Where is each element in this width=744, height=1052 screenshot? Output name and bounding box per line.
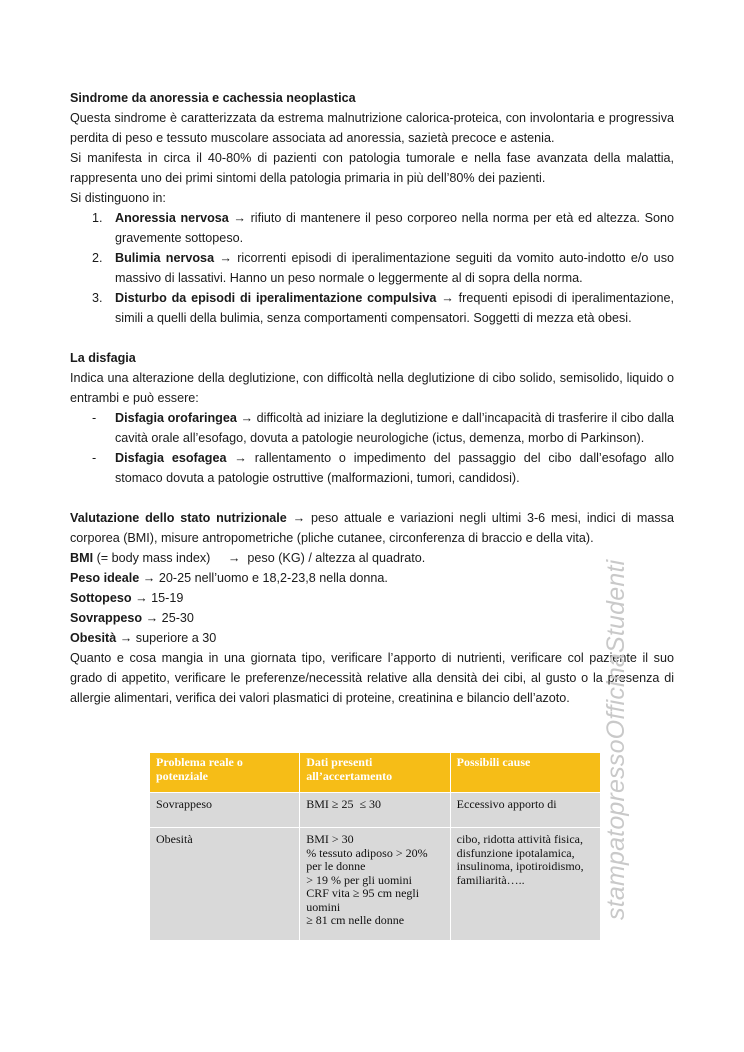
list-item [70,208,674,248]
table-header-row [150,753,601,793]
list-number: 1. [92,211,103,225]
line-obesita [70,628,674,648]
list-term: Bulimia nervosa [115,251,215,265]
list-term: Anoressia nervosa [115,211,229,225]
list-item [70,408,674,448]
watermark: stampatopressoOfficinaStudenti [602,559,630,920]
term: Sottopeso [70,591,132,605]
text: → 20-25 nell’uomo e 18,2-23,8 nella donna. [139,571,388,585]
table-cell: cibo, ridotta attività fisica, disfunzione ipotalamica, insulinoma, ipotiroidismo, familiarità….. [450,828,600,941]
text: → 15-19 [131,591,184,605]
table-cell: Sovrappeso [150,793,300,828]
table-header: Dati presenti all’accertamento [300,753,450,793]
paragraph: Si distinguono in: [70,191,166,205]
paragraph: Si manifesta in circa il 40-80% di pazienti con patologia tumorale e nella fase avanzata della malattia, rappresenta uno dei primi sintomi della patologia primaria in più dell’80% dei pazienti. [70,151,674,185]
section-title-anoressia: Sindrome da anoressia e cachessia neoplastica [70,91,356,105]
text: → 25-30 [142,611,194,625]
paragraph: Quanto e cosa mangia in una giornata tipo, verificare l’apporto di nutrienti, verificare col paziente il suo grado di appetito, verificare le preferenze/necessità relative alla densità dei cibi, al gusto o la presenza di allergie alimentari, verifica dei valori plasmatici di proteine, creatinina e bilancio dell’azoto. [70,651,674,705]
list-item [70,288,674,328]
table-cell: BMI ≥ 25 ≤ 30 [300,793,450,828]
line-bmi [70,548,674,568]
term: BMI [70,551,94,565]
text: → peso attuale e variazioni negli ultimi 3-6 mesi, indici di massa corporea (BMI), misure antropometriche (pliche cutanee, circonferenza di braccio e della vita). [70,511,674,545]
term: Valutazione dello stato nutrizionale [70,511,287,525]
text: (= body mass index) → peso (KG) / altezza al quadrato. [93,551,426,565]
dash-list [70,408,674,488]
table-cell: Eccessivo apporto di [450,793,600,828]
line-peso-ideale [70,568,674,588]
term: Obesità [70,631,117,645]
list-dash: - [92,451,97,465]
text: → superiore a 30 [116,631,217,645]
list-text: → frequenti episodi di iperalimentazione, simili a quelli della bulimia, senza comportamenti compensatori. Soggetti di mezza età obesi. [115,291,674,325]
spacer [70,328,674,348]
section-title-disfagia: La disfagia [70,351,136,365]
paragraph: Questa sindrome è caratterizzata da estrema malnutrizione calorica-proteica, con involontaria e progressiva perdita di peso e tessuto muscolare associata ad anoressia, sazietà precoce e astenia. [70,111,674,145]
table-header: Possibili cause [450,753,600,793]
spacer [70,488,674,508]
paragraph-valutazione [70,508,674,548]
list-item [70,248,674,288]
list-item [70,448,674,488]
table-cell: Obesità [150,828,300,941]
list-term: Disturbo da episodi di iperalimentazione compulsiva [115,291,437,305]
list-text: → rifiuto di mantenere il peso corporeo nella norma per età ed altezza. Sono gravemente sottopeso. [115,211,674,245]
line-sovrappeso [70,608,674,628]
numbered-list [70,208,674,328]
list-text: → rallentamento o impedimento del passaggio del cibo dall’esofago allo stomaco dovuta a patologie ostruttive (malformazioni, tumori, candidosi). [115,451,674,485]
table-cell: BMI > 30 % tessuto adiposo > 20% per le donne > 19 % per gli uomini CRF vita ≥ 95 cm negli uomini ≥ 81 cm nelle donne [300,828,450,941]
term: Peso ideale [70,571,140,585]
list-number: 2. [92,251,103,265]
list-number: 3. [92,291,103,305]
table-row [150,828,601,941]
table-row [150,793,601,828]
list-text: → difficoltà ad iniziare la deglutizione e dall’incapacità di trasferire il cibo dalla cavità orale all’esofago, dovuta a patologie neurologiche (ictus, demenza, morbo di Parkinson). [115,411,674,445]
paragraph: Indica una alterazione della deglutizione, con difficoltà nella deglutizione di cibo solido, semisolido, liquido o entrambi e può essere: [70,371,674,405]
term: Sovrappeso [70,611,143,625]
document-page [70,88,674,708]
list-dash: - [92,411,97,425]
table-header: Problema reale o potenziale [150,753,300,793]
list-term: Disfagia esofagea [115,451,227,465]
line-sottopeso [70,588,674,608]
list-term: Disfagia orofaringea [115,411,237,425]
list-text: → ricorrenti episodi di iperalimentazione seguiti da vomito auto-indotto e/o uso massivo di lassativi. Hanno un peso normale o leggermente al di sopra della norma. [115,251,674,285]
nutrition-table [149,752,601,941]
